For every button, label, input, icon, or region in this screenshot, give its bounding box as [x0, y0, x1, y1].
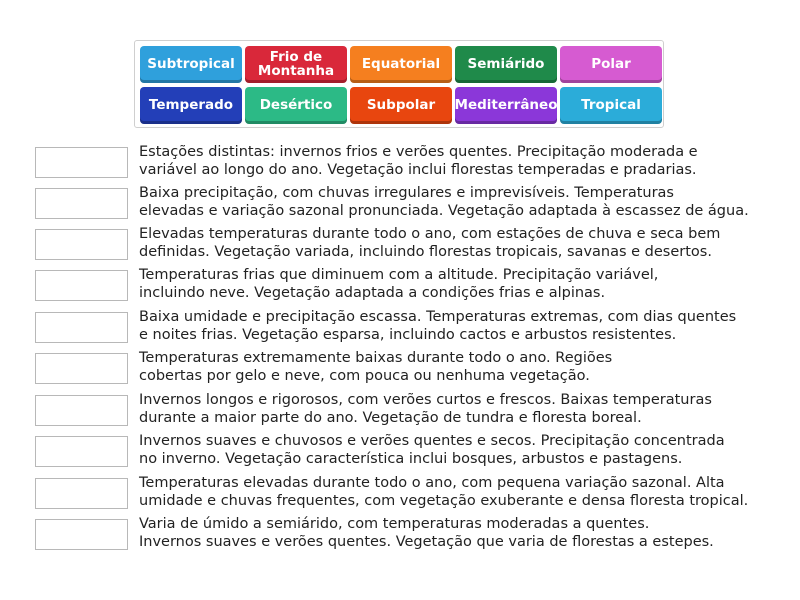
match-row	[35, 477, 785, 513]
answer-bank	[134, 40, 664, 128]
description-text: Baixa precipitação, com chuvas irregulares e imprevisíveis. Temperaturas elevadas e variação sazonal pronunciada. Vegetação adaptada à escassez de água.	[139, 185, 749, 219]
description-text: Temperaturas frias que diminuem com a altitude. Precipitação variável, incluindo neve. Vegetação adaptada a condições frias e alpinas.	[139, 267, 659, 301]
description-text: Temperaturas elevadas durante todo o ano, com pequena variação sazonal. Alta umidade e chuvas frequentes, com vegetação exuberante e densa floresta tropical.	[139, 475, 749, 509]
match-row	[35, 394, 785, 430]
tile-subtropical[interactable]: Subtropical	[140, 46, 242, 83]
description-text: Invernos suaves e chuvosos e verões quentes e secos. Precipitação concentrada no inverno. Vegetação característica inclui bosques, arbustos e pastagens.	[139, 433, 725, 467]
match-row	[35, 146, 785, 182]
description-text: Baixa umidade e precipitação escassa. Temperaturas extremas, com dias quentes e noites frias. Vegetação esparsa, incluindo cactos e arbustos resistentes.	[139, 309, 737, 343]
match-row	[35, 518, 785, 554]
drop-zone[interactable]	[35, 478, 128, 509]
description-text: Invernos longos e rigorosos, com verões curtos e frescos. Baixas temperaturas durante a maior parte do ano. Vegetação de tundra e floresta boreal.	[139, 392, 712, 426]
match-row	[35, 352, 785, 388]
tile-tropical[interactable]: Tropical	[560, 87, 662, 124]
tile-polar[interactable]: Polar	[560, 46, 662, 83]
tile-temperado[interactable]: Temperado	[140, 87, 242, 124]
match-row	[35, 228, 785, 264]
match-row	[35, 311, 785, 347]
description-text: Estações distintas: invernos frios e verões quentes. Precipitação moderada e variável ao longo do ano. Vegetação inclui florestas temperadas e pradarias.	[139, 144, 698, 178]
tile-desertico[interactable]: Desértico	[245, 87, 347, 124]
drop-zone[interactable]	[35, 436, 128, 467]
tile-equatorial[interactable]: Equatorial	[350, 46, 452, 83]
drop-zone[interactable]	[35, 188, 128, 219]
match-row	[35, 187, 785, 223]
description-text: Varia de úmido a semiárido, com temperaturas moderadas a quentes. Invernos suaves e verões quentes. Vegetação que varia de florestas a estepes.	[139, 516, 714, 550]
tile-subpolar[interactable]: Subpolar	[350, 87, 452, 124]
tile-mediterraneo[interactable]: Mediterrâneo	[455, 87, 557, 124]
drop-zone[interactable]	[35, 353, 128, 384]
match-row	[35, 269, 785, 305]
drop-zone[interactable]	[35, 147, 128, 178]
drop-zone[interactable]	[35, 229, 128, 260]
drop-zone[interactable]	[35, 312, 128, 343]
description-text: Temperaturas extremamente baixas durante todo o ano. Regiões cobertas por gelo e neve, com pouca ou nenhuma vegetação.	[139, 350, 613, 384]
tile-frio-de-montanha[interactable]: Frio de Montanha	[245, 46, 347, 83]
match-row	[35, 435, 785, 471]
description-text: Elevadas temperaturas durante todo o ano, com estações de chuva e seca bem definidas. Vegetação variada, incluindo florestas tropicais, savanas e desertos.	[139, 226, 721, 260]
tile-semiarido[interactable]: Semiárido	[455, 46, 557, 83]
drop-zone[interactable]	[35, 519, 128, 550]
drop-zone[interactable]	[35, 270, 128, 301]
drop-zone[interactable]	[35, 395, 128, 426]
